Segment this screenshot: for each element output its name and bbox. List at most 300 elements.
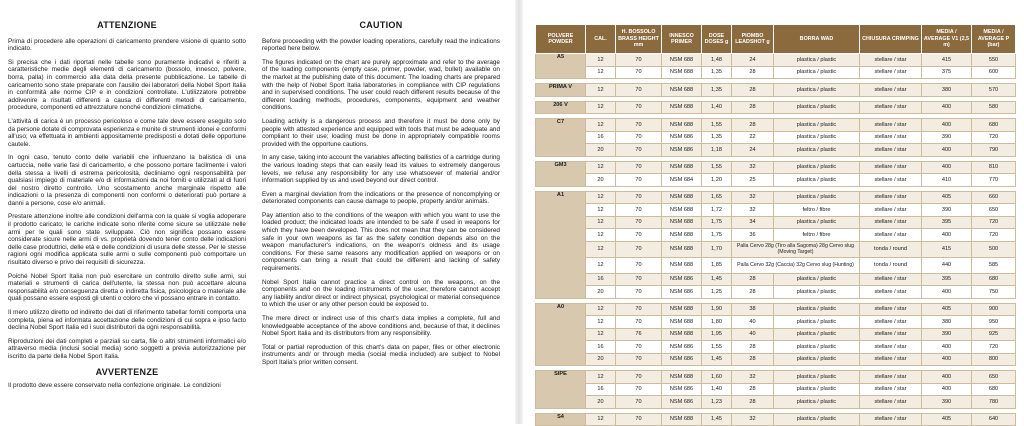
header-crimping: CHIUSURA CRIMPING [860, 25, 922, 54]
primer-cell: NSM 688 [662, 191, 702, 204]
pressure-cell: 600 [972, 66, 1016, 79]
brass-height-cell: 70 [616, 131, 662, 144]
dose-cell: 1,35 [702, 66, 732, 79]
leadshot-cell: 28 [732, 341, 774, 354]
italian-paragraph: Riproduzioni dei dati completi e parziali su carta, file o altri strumenti informatici e/o attraverso media (inclusi social media) sono soggetti a previa autorizzazione per iscritto da parte della Nobel Sport Italia. [8, 337, 246, 360]
leadshot-cell: 22 [732, 131, 774, 144]
brass-height-cell: 70 [616, 286, 662, 299]
english-paragraph: The mere direct or indirect use of this chart's data implies a complete, full and knowledgeable acceptance of the above conditions and, because of that, it declines Nobel Sport Italia and its distributors from any responsibility. [262, 315, 500, 338]
italian-paragraph: In ogni caso, tenuto conto delle variabili che influenzano la balistica di una cartuccia, nelle varie fasi di caricamento, e che possono portare facilmente i valori della stessa a livelli di estrema pericolosità, decliniamo ogni responsabilità per qualsiasi impiego di materiale e/o di informazioni da noi forniti e utilizzati al di fuori del nostro diretto controllo. Uno scostamento anche marginale rispetto alle indicazioni o la presenza di componenti non conformi o deteriorati può portare a danni a persone, cose e/o animali. [8, 154, 246, 207]
pressure-cell: 650 [972, 204, 1016, 217]
italian-paragraph: Prima di procedere alle operazioni di caricamento prendere visione di quanto sotto indicato. [8, 37, 246, 53]
powder-name-cell: GM3 [536, 161, 586, 186]
loading-data-table [535, 24, 1016, 426]
primer-cell: NSM 686 [662, 131, 702, 144]
pressure-cell: 660 [972, 191, 1016, 204]
leadshot-cell: 40 [732, 328, 774, 341]
wad-cell: feltro / fibre [774, 229, 860, 242]
table-row [536, 229, 1016, 242]
english-paragraph: In any case, taking into account the variables affecting ballistics of a cartridge during the various loading steps that can easily lead its values to extremely dangerous levels, we refuse any responsibility for any use whatsoever of material and/or information supplied by us and used beyond our direct control. [262, 154, 500, 185]
wad-cell: plastica / plastic [774, 84, 860, 97]
leadshot-cell: 38 [732, 303, 774, 316]
primer-cell: NSM 688 [662, 303, 702, 316]
leadshot-cell: 32 [732, 204, 774, 217]
cal-cell: 12 [586, 84, 616, 97]
powder-name-cell: C7 [536, 119, 586, 157]
wad-cell: plastica / plastic [774, 303, 860, 316]
crimping-cell: tonda / round [860, 257, 922, 273]
primer-cell: NSM 686 [662, 286, 702, 299]
english-caution-column [262, 0, 500, 373]
leadshot-cell: 28 [732, 383, 774, 396]
wad-cell: plastica / plastic [774, 286, 860, 299]
table-row [536, 204, 1016, 217]
wad-cell: plastica / plastic [774, 101, 860, 114]
primer-cell: NSM 688 [662, 371, 702, 384]
leadshot-cell: 32 [732, 371, 774, 384]
header-powder: POLVERE POWDER [536, 25, 586, 54]
english-paragraph: Nobel Sport Italia cannot practice a direct control on the weapons, on the components and on the loading instruments of the user, therefore cannot accept any liability and/or direct or indirect physical, psychological or material consequence to which the user or any other person could be exposed to. [262, 278, 500, 309]
table-row [536, 383, 1016, 396]
table-row [536, 341, 1016, 354]
wad-cell: plastica / plastic [774, 396, 860, 409]
italian-paragraph: Prestare attenzione inoltre alle condizioni dell'arma con la quale si voglia adoperare il prodotto caricato; le cariche indicate sono riferite come sicure se utilizzate nelle armi per le quali sono state sviluppate. Ciò non significa possano essere considerate sicure nelle armi di vs. proprietà dovendo tener conto delle indicazioni delle case produttrici, delle età e delle condizioni di usura delle stesse. Per le stesse ragioni ogni modifica applicata sulle armi o sulle componenti può comportare un risultato diverso e privo dei requisiti di sicurezza. [8, 213, 246, 267]
cal-cell: 12 [586, 316, 616, 329]
primer-cell: NSM 688 [662, 119, 702, 132]
velocity-cell: 400 [922, 371, 972, 384]
brass-height-cell: 70 [616, 341, 662, 354]
wad-cell: plastica / plastic [774, 216, 860, 229]
wad-cell: plastica / plastic [774, 371, 860, 384]
italian-paragraph: Si precisa che i dati riportati nelle tabelle sono puramente indicativi e riferiti a caratteristiche medie degli elementi di caricamento (bossolo, innesco, polvere, borra, palla) in commercio alla data della presente pubblicazione. Le tabelle di caricamento sono state preparate con l'ausilio dei laboratori della Nobel Sport Italia in conformità alle norme CIP e in condizioni controllate. L'utilizzatore potrebbe addivenire a risultati differenti a causa di differenti metodi di caricamento, procedure, componenti ed attrezzature nonché condizioni climatiche. [8, 58, 246, 112]
powder-name-cell: 206 V [536, 101, 586, 114]
primer-cell: NSM 686 [662, 353, 702, 366]
table-row [536, 328, 1016, 341]
pressure-cell: 680 [972, 383, 1016, 396]
crimping-cell: stellare / star [860, 341, 922, 354]
cal-cell: 16 [586, 383, 616, 396]
primer-cell: NSM 684 [662, 174, 702, 187]
primer-cell: NSM 686 [662, 144, 702, 157]
brass-height-cell: 70 [616, 84, 662, 97]
table-row [536, 191, 1016, 204]
table-row [536, 131, 1016, 144]
primer-cell: NSM 688 [662, 229, 702, 242]
header-doses: DOSE DOSES g [702, 25, 732, 54]
primer-cell: NSM 688 [662, 328, 702, 341]
crimping-cell: stellare / star [860, 286, 922, 299]
cal-cell: 12 [586, 54, 616, 67]
pressure-cell: 585 [972, 257, 1016, 273]
dose-cell: 1,40 [702, 383, 732, 396]
brass-height-cell: 70 [616, 216, 662, 229]
dose-cell: 1,55 [702, 161, 732, 174]
wad-cell: plastica / plastic [774, 174, 860, 187]
powder-name-cell: S4 [536, 413, 586, 426]
powder-name-cell: SIPE [536, 371, 586, 409]
table-row [536, 216, 1016, 229]
pressure-cell: 720 [972, 131, 1016, 144]
primer-cell: NSM 688 [662, 316, 702, 329]
brass-height-cell: 70 [616, 383, 662, 396]
primer-cell: NSM 688 [662, 413, 702, 426]
brass-height-cell: 70 [616, 316, 662, 329]
brass-height-cell: 70 [616, 174, 662, 187]
english-paragraph: The figures indicated on the chart are purely approximate and refer to the average of the loading components (empty case, primer, powder, wad, bullet) available on the market at the publishing date of this document. The loading charts are prepared with the help of Nobel Sport Italia laboratories in compliance with CIP regulations and in supervised conditions. The user could reach different results because of the different loading methods, procedures, components, equipment and weather conditions. [262, 58, 500, 112]
wad-cell: plastica / plastic [774, 413, 860, 426]
pressure-cell: 790 [972, 144, 1016, 157]
leadshot-cell: 28 [732, 66, 774, 79]
cal-cell: 12 [586, 229, 616, 242]
velocity-cell: 410 [922, 174, 972, 187]
table-row [536, 144, 1016, 157]
velocity-cell: 415 [922, 241, 972, 257]
table-row [536, 396, 1016, 409]
pressure-cell: 770 [972, 174, 1016, 187]
velocity-cell: 375 [922, 66, 972, 79]
crimping-cell: stellare / star [860, 54, 922, 67]
dose-cell: 1,80 [702, 316, 732, 329]
velocity-cell: 395 [922, 216, 972, 229]
table-row [536, 286, 1016, 299]
wad-cell: plastica / plastic [774, 316, 860, 329]
leadshot-cell: 34 [732, 216, 774, 229]
crimping-cell: stellare / star [860, 413, 922, 426]
pressure-cell: 580 [972, 101, 1016, 114]
velocity-cell: 405 [922, 413, 972, 426]
cal-cell: 16 [586, 131, 616, 144]
wad-cell: plastica / plastic [774, 66, 860, 79]
table-row [536, 161, 1016, 174]
leadshot-cell: 24 [732, 54, 774, 67]
cal-cell: 12 [586, 191, 616, 204]
crimping-cell: stellare / star [860, 131, 922, 144]
primer-cell: NSM 688 [662, 84, 702, 97]
table-row [536, 54, 1016, 67]
dose-cell: 1,25 [702, 286, 732, 299]
dose-cell: 1,45 [702, 353, 732, 366]
leadshot-cell: 36 [732, 229, 774, 242]
italian-last-line: Il prodotto deve essere conservato nella confezione originale. Le condizioni [8, 382, 221, 390]
leadshot-cell: 28 [732, 273, 774, 286]
italian-paragraph: Il mero utilizzo diretto od indiretto dei dati di riferimento tabellar forniti comporta una completa, piena ed informata accettazione delle condizioni di cui sopra e ipso facto declina Nobel Sport Italia ed i suoi distributori da ogni responsabilità. [8, 309, 246, 332]
header-caliber: CAL. [586, 25, 616, 54]
velocity-cell: 400 [922, 119, 972, 132]
dose-cell: 1,40 [702, 101, 732, 114]
dose-cell: 1,72 [702, 204, 732, 217]
brass-height-cell: 70 [616, 241, 662, 257]
velocity-cell: 405 [922, 191, 972, 204]
header-wad: BORRA WAD [774, 25, 860, 54]
wad-cell: plastica / plastic [774, 161, 860, 174]
crimping-cell: stellare / star [860, 273, 922, 286]
leadshot-cell: 28 [732, 286, 774, 299]
brass-height-cell: 70 [616, 161, 662, 174]
pressure-cell: 810 [972, 161, 1016, 174]
dose-cell: 1,23 [702, 396, 732, 409]
primer-cell: NSM 688 [662, 161, 702, 174]
cal-cell: 12 [586, 257, 616, 273]
velocity-cell: 390 [922, 131, 972, 144]
dose-cell: 1,20 [702, 174, 732, 187]
slug-description-cell: Palla Cervo 28g (Tiro alla Sagoma) 28g Cervo slug (Moving Target) [732, 241, 860, 257]
velocity-cell: 400 [922, 383, 972, 396]
table-header-row [536, 25, 1016, 54]
header-primer: INNESCO PRIMER [662, 25, 702, 54]
table-row [536, 84, 1016, 97]
powder-name-cell: A0 [536, 303, 586, 366]
brass-height-cell: 70 [616, 257, 662, 273]
header-brass-height: H. BOSSOLO BRASS HEIGHT mm [616, 25, 662, 54]
pressure-cell: 550 [972, 54, 1016, 67]
dose-cell: 1,75 [702, 229, 732, 242]
pressure-cell: 900 [972, 303, 1016, 316]
cal-cell: 20 [586, 286, 616, 299]
slug-description-cell: Palla Cervo 32g (Caccia) 32g Cervo slug (Hunting) [732, 257, 860, 273]
dose-cell: 1,55 [702, 341, 732, 354]
pressure-cell: 720 [972, 216, 1016, 229]
crimping-cell: stellare / star [860, 353, 922, 366]
pressure-cell: 800 [972, 353, 1016, 366]
velocity-cell: 400 [922, 161, 972, 174]
brass-height-cell: 70 [616, 273, 662, 286]
powder-name-cell: A1 [536, 191, 586, 298]
table-row [536, 66, 1016, 79]
table-body [536, 54, 1016, 426]
cal-cell: 16 [586, 341, 616, 354]
cal-cell: 20 [586, 396, 616, 409]
cal-cell: 12 [586, 119, 616, 132]
dose-cell: 1,45 [702, 273, 732, 286]
primer-cell: NSM 688 [662, 257, 702, 273]
cal-cell: 20 [586, 353, 616, 366]
cal-cell: 12 [586, 328, 616, 341]
primer-cell: NSM 688 [662, 66, 702, 79]
pressure-cell: 640 [972, 413, 1016, 426]
velocity-cell: 415 [922, 54, 972, 67]
velocity-cell: 400 [922, 144, 972, 157]
header-velocity: MEDIA / AVERAGE V1 (2,5 m) [922, 25, 972, 54]
table-row [536, 316, 1016, 329]
velocity-cell: 380 [922, 316, 972, 329]
velocity-cell: 400 [922, 341, 972, 354]
brass-height-cell: 70 [616, 144, 662, 157]
brass-height-cell: 70 [616, 54, 662, 67]
crimping-cell: tonda / round [860, 241, 922, 257]
wad-cell: plastica / plastic [774, 119, 860, 132]
italian-paragraph: L'attività di carica è un processo pericoloso e come tale deve essere eseguito solo da persone dotate di comprovata esperienza e munite di strumenti idonei e conformi all'uso; va effettuata in ambienti appositamente predisposti e dotati delle opportune cautele. [8, 117, 247, 148]
primer-cell: NSM 688 [662, 241, 702, 257]
brass-height-cell: 70 [616, 191, 662, 204]
dose-cell: 1,60 [702, 371, 732, 384]
pressure-cell: 750 [972, 286, 1016, 299]
cal-cell: 12 [586, 66, 616, 79]
wad-cell: plastica / plastic [774, 341, 860, 354]
english-paragraph: Total or partial reproduction of this chart's data on paper, files or other electronic instruments and/ or through media (social media included) are subject to Nobel Sport Italia's prior written consent. [262, 343, 500, 366]
velocity-cell: 390 [922, 396, 972, 409]
primer-cell: NSM 688 [662, 54, 702, 67]
table-row [536, 119, 1016, 132]
table-row [536, 353, 1016, 366]
dose-cell: 1,35 [702, 84, 732, 97]
italian-heading: ATTENZIONE [97, 20, 157, 30]
crimping-cell: stellare / star [860, 161, 922, 174]
table-row [536, 273, 1016, 286]
cal-cell: 12 [586, 371, 616, 384]
pressure-cell: 500 [972, 241, 1016, 257]
page-gutter [515, 0, 523, 424]
pressure-cell: 680 [972, 273, 1016, 286]
wad-cell: feltro / fibre [774, 204, 860, 217]
wad-cell: plastica / plastic [774, 144, 860, 157]
crimping-cell: stellare / star [860, 371, 922, 384]
primer-cell: NSM 686 [662, 341, 702, 354]
cal-cell: 12 [586, 413, 616, 426]
crimping-cell: stellare / star [860, 101, 922, 114]
brass-height-cell: 70 [616, 66, 662, 79]
english-paragraph: Loading activity is a dangerous process and therefore it must be done only by people with attested experience and equipped with tools that must be adequate and compliant to their use; loading must be done in appropriately compatible rooms provided with the opportune cautions. [262, 117, 500, 148]
cal-cell: 12 [586, 204, 616, 217]
wad-cell: plastica / plastic [774, 191, 860, 204]
cal-cell: 12 [586, 241, 616, 257]
dose-cell: 1,35 [702, 131, 732, 144]
velocity-cell: 405 [922, 303, 972, 316]
table-row [536, 371, 1016, 384]
dose-cell: 1,90 [702, 303, 732, 316]
cal-cell: 20 [586, 174, 616, 187]
crimping-cell: stellare / star [860, 316, 922, 329]
crimping-cell: stellare / star [860, 66, 922, 79]
leadshot-cell: 28 [732, 101, 774, 114]
brass-height-cell: 70 [616, 396, 662, 409]
velocity-cell: 390 [922, 204, 972, 217]
dose-cell: 1,95 [702, 328, 732, 341]
header-pressure: MEDIA / AVERAGE P (bar) [972, 25, 1016, 54]
crimping-cell: stellare / star [860, 229, 922, 242]
brass-height-cell: 70 [616, 119, 662, 132]
velocity-cell: 400 [922, 101, 972, 114]
dose-cell: 1,65 [702, 191, 732, 204]
leadshot-cell: 40 [732, 316, 774, 329]
cal-cell: 12 [586, 303, 616, 316]
leadshot-cell: 28 [732, 119, 774, 132]
english-paragraph: Pay attention also to the conditions of the weapon with which you want to use the loaded product; the indicated loads are intended to be safe if used in weapons for which they have been developed. This does not mean that they can be considered safe in your own weapons as far as the safety condition depends also on the weapon manufacturer's indications, on the weapon's oldness and its usage conditions. For these same reasons any modification applied on weapons or on components can bring a result that could be different and lacking of safety requirements. [262, 211, 500, 273]
crimping-cell: stellare / star [860, 174, 922, 187]
leadshot-cell: 32 [732, 161, 774, 174]
wad-cell: plastica / plastic [774, 131, 860, 144]
leadshot-cell: 24 [732, 144, 774, 157]
primer-cell: NSM 688 [662, 216, 702, 229]
brass-height-cell: 70 [616, 371, 662, 384]
english-paragraph: Before proceeding with the powder loading operations, carefully read the indications reported here below. [262, 37, 500, 53]
table-row [536, 174, 1016, 187]
crimping-cell: stellare / star [860, 396, 922, 409]
crimping-cell: stellare / star [860, 119, 922, 132]
wad-cell: plastica / plastic [774, 353, 860, 366]
pressure-cell: 780 [972, 396, 1016, 409]
velocity-cell: 400 [922, 286, 972, 299]
table-row [536, 101, 1016, 114]
cal-cell: 12 [586, 216, 616, 229]
pressure-cell: 720 [972, 229, 1016, 242]
italian-warning-column [8, 0, 246, 396]
cal-cell: 20 [586, 144, 616, 157]
wad-cell: plastica / plastic [774, 273, 860, 286]
velocity-cell: 400 [922, 353, 972, 366]
wad-cell: plastica / plastic [774, 383, 860, 396]
crimping-cell: stellare / star [860, 204, 922, 217]
brass-height-cell: 70 [616, 353, 662, 366]
english-heading: CAUTION [359, 20, 403, 30]
pressure-cell: 950 [972, 316, 1016, 329]
crimping-cell: stellare / star [860, 383, 922, 396]
dose-cell: 1,45 [702, 413, 732, 426]
leadshot-cell: 25 [732, 174, 774, 187]
primer-cell: NSM 686 [662, 273, 702, 286]
crimping-cell: stellare / star [860, 191, 922, 204]
pressure-cell: 680 [972, 119, 1016, 132]
leadshot-cell: 28 [732, 353, 774, 366]
cal-cell: 12 [586, 101, 616, 114]
cal-cell: 16 [586, 273, 616, 286]
loading-table-container [535, 24, 1015, 426]
crimping-cell: stellare / star [860, 144, 922, 157]
dose-cell: 1,18 [702, 144, 732, 157]
brass-height-cell: 70 [616, 204, 662, 217]
leadshot-cell: 28 [732, 84, 774, 97]
leadshot-cell: 32 [732, 413, 774, 426]
powder-name-cell: A5 [536, 54, 586, 79]
velocity-cell: 400 [922, 229, 972, 242]
header-leadshot: PIOMBO LEADSHOT g [732, 25, 774, 54]
crimping-cell: stellare / star [860, 303, 922, 316]
wad-cell: plastica / plastic [774, 328, 860, 341]
primer-cell: NSM 686 [662, 396, 702, 409]
english-paragraph: Even a marginal deviation from the indications or the presence of noncomplying or deteriorated components can cause damage to people, property and/or animals. [262, 190, 500, 206]
primer-cell: NSM 686 [662, 383, 702, 396]
cal-cell: 12 [586, 161, 616, 174]
primer-cell: NSM 688 [662, 101, 702, 114]
pressure-cell: 925 [972, 328, 1016, 341]
table-row [536, 303, 1016, 316]
dose-cell: 1,85 [702, 257, 732, 273]
leadshot-cell: 28 [732, 396, 774, 409]
pressure-cell: 570 [972, 84, 1016, 97]
italian-paragraph: Poiché Nobel Sport Italia non può esercitare un controllo diretto sulle armi, sui materiali e strumenti di carica dell'utente, la stessa non può accettare alcuna responsabilità e/o conseguenza diretta o indiretta fisica, psicologica o materiale alle quali possano essere esposti gli utenti o coloro che vi possano entrare in contatto. [8, 272, 246, 303]
velocity-cell: 380 [922, 84, 972, 97]
primer-cell: NSM 688 [662, 204, 702, 217]
brass-height-cell: 70 [616, 303, 662, 316]
brass-height-cell: 70 [616, 413, 662, 426]
velocity-cell: 390 [922, 328, 972, 341]
dose-cell: 1,48 [702, 54, 732, 67]
table-row [536, 241, 1016, 257]
brass-height-cell: 70 [616, 101, 662, 114]
italian-subheading: AVVERTENZE [95, 366, 159, 377]
brass-height-cell: 76 [616, 328, 662, 341]
pressure-cell: 720 [972, 341, 1016, 354]
table-row [536, 257, 1016, 273]
brass-height-cell: 70 [616, 229, 662, 242]
crimping-cell: stellare / star [860, 84, 922, 97]
powder-name-cell: PRIMA V [536, 84, 586, 97]
leadshot-cell: 32 [732, 191, 774, 204]
dose-cell: 1,70 [702, 241, 732, 257]
velocity-cell: 395 [922, 273, 972, 286]
wad-cell: plastica / plastic [774, 54, 860, 67]
dose-cell: 1,55 [702, 119, 732, 132]
crimping-cell: stellare / star [860, 328, 922, 341]
